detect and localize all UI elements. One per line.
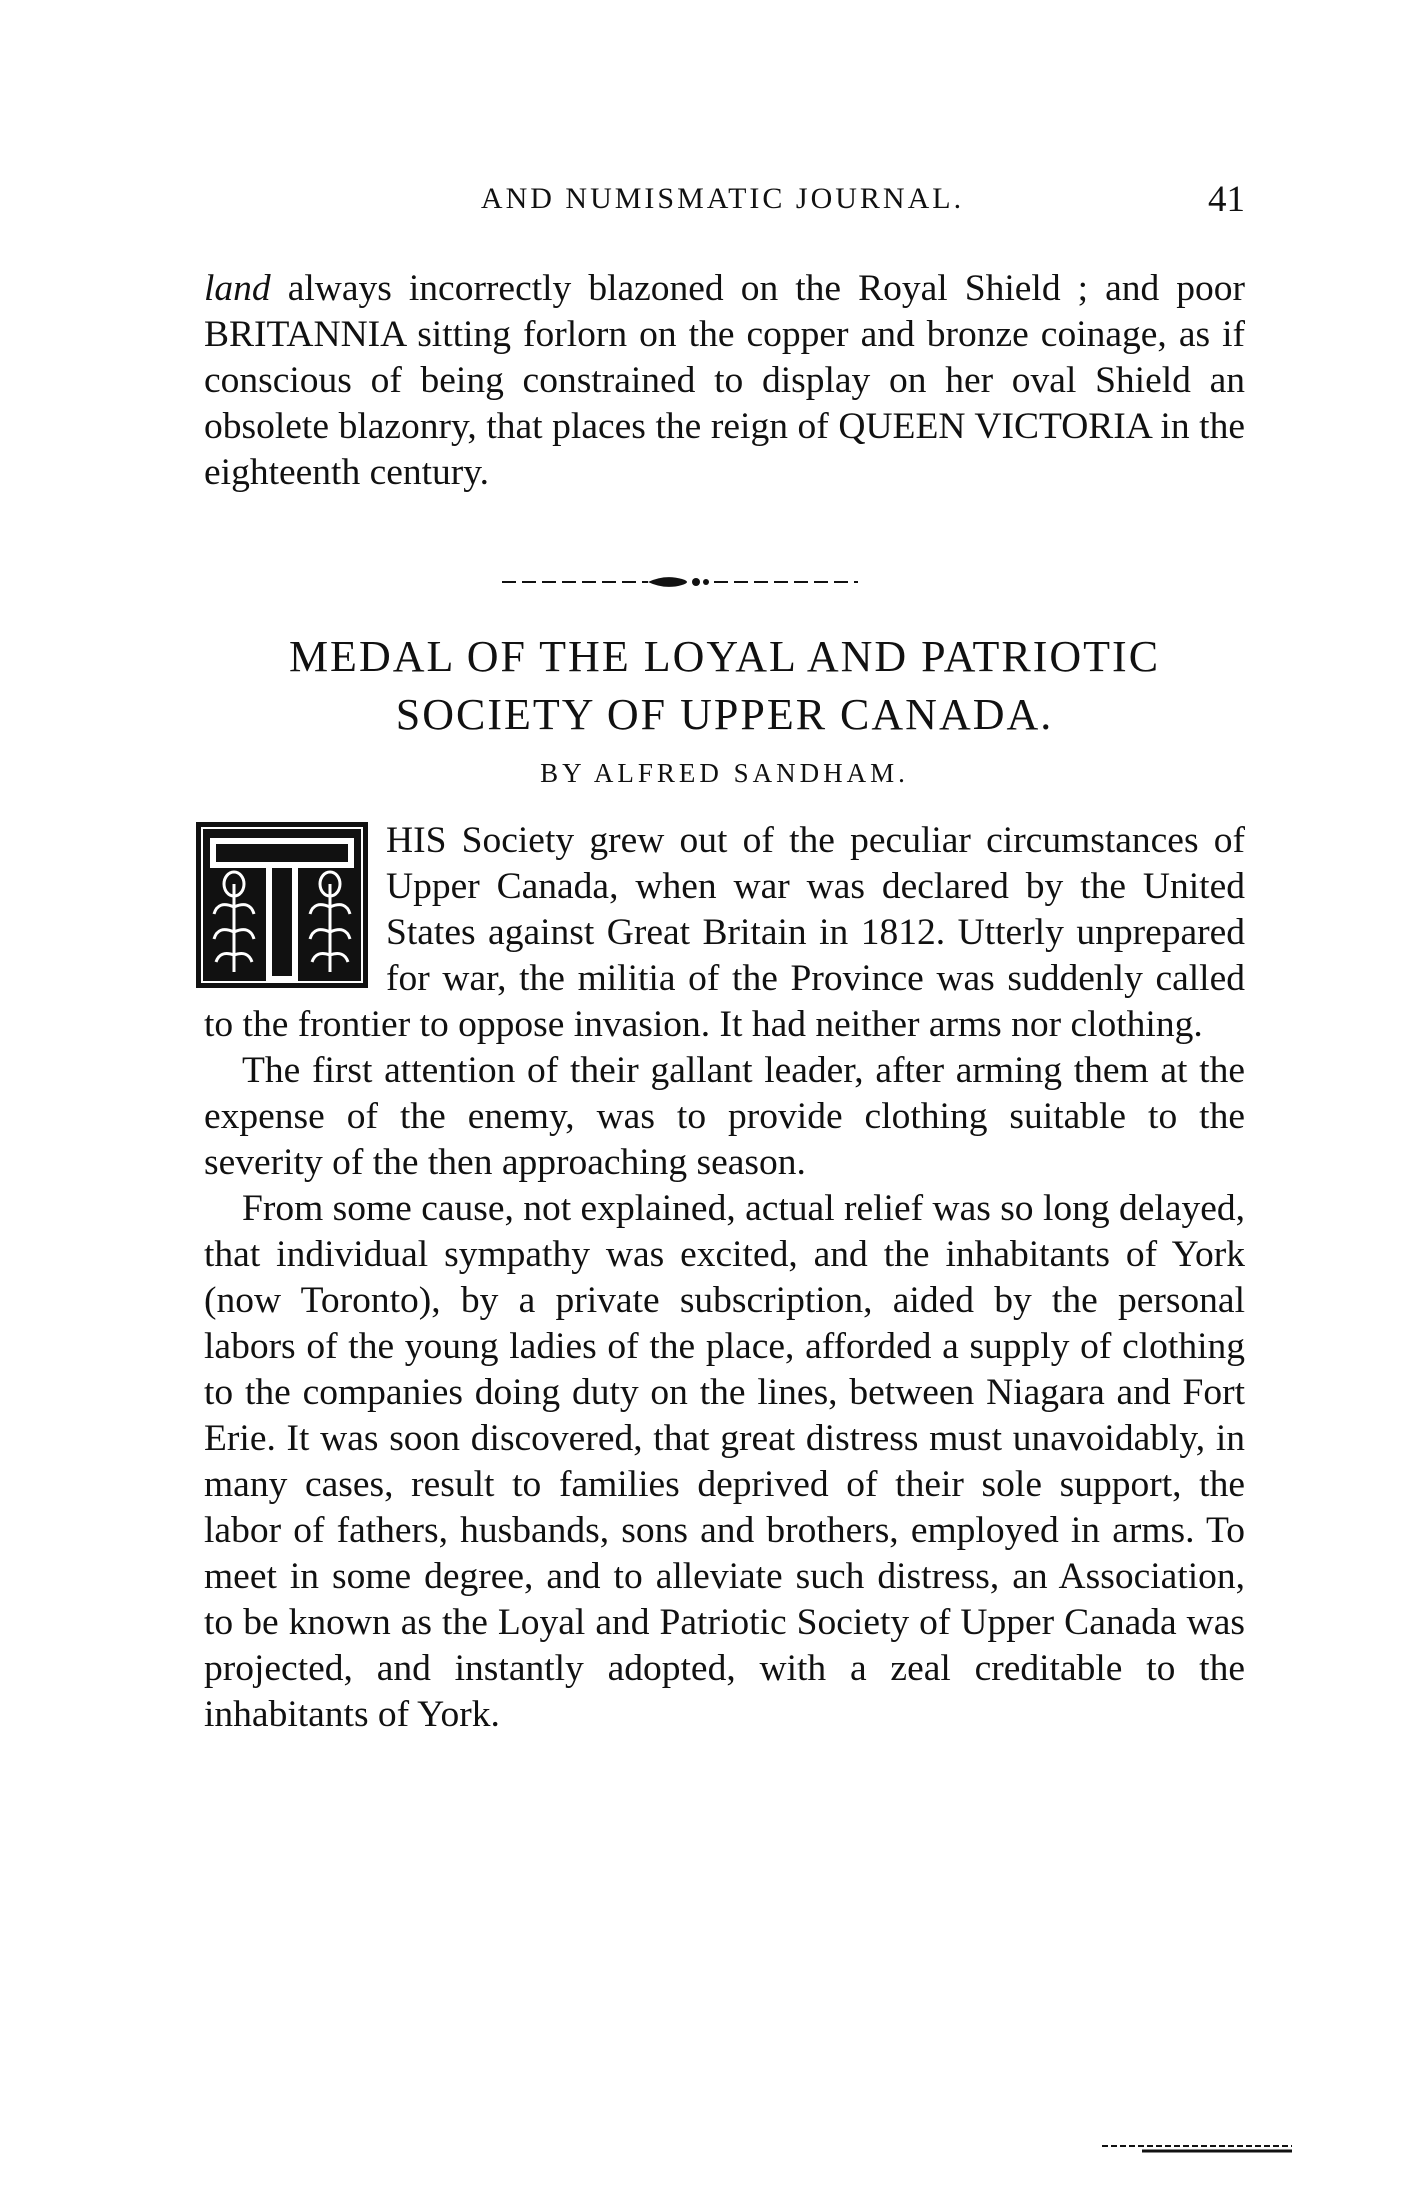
running-title: AND NUMISMATIC JOURNAL.	[480, 182, 965, 215]
page-number: 41	[1208, 179, 1245, 220]
article-paragraph-3: From some cause, not explained, actual relief was so long delayed, that individual sympathy was excited, and the inhabitants of York (now Toronto), by a private subscription, aided by the personal labors of the young ladies of the place, afforded a supply of clothing to the companies doing duty on the lines, between Niagara and Fort Erie. It was soon discovered, that great distress must unavoidably, in many cases, result to families deprived of their sole support, the labor of fathers, husbands, sons and brothers, employed in arms. To meet in some degree, and to alleviate such distress, an Association, to be known as the Loyal and Patriotic Society of Upper Canada was projected, and instantly adopted, with a zeal creditable to the inhabitants of York.	[204, 1188, 1245, 1735]
section-ornament-divider-icon	[500, 572, 860, 592]
continued-paragraph-text	[204, 266, 1245, 496]
continued-paragraph-body: always incorrectly blazoned on the Royal Shield ; and poor BRITANNIA sitting forlorn on the copper and bronze coinage, as if conscious of being constrained to display on her oval Shield an obsolete blazonry, that places the reign of QUEEN VICTORIA in the eighteenth century.	[204, 268, 1245, 493]
author-byline: BY ALFRED SANDHAM.	[540, 758, 909, 788]
running-head	[200, 179, 1245, 242]
article-paragraph-2: The first attention of their gallant leader, after arming them at the expense of the enemy, was to provide clothing suitable to the severity of the then approaching season.	[204, 1050, 1245, 1183]
footer-rule-icon	[1102, 2142, 1292, 2154]
continued-lead-italic: land	[204, 268, 271, 309]
article-body	[204, 818, 1245, 1738]
article-paragraph-1: HIS Society grew out of the peculiar circumstances of Upper Canada, when war was declared by the United States against Great Britain in 1812. Utterly unprepared for war, the militia of the Province was suddenly called to the frontier to oppose invasion. It had neither arms nor clothing.	[204, 820, 1245, 1045]
article-title-line-2: SOCIETY OF UPPER CANADA.	[395, 690, 1054, 739]
article-title	[204, 628, 1245, 744]
drop-cap-space	[204, 818, 386, 1000]
article-title-line-1: MEDAL OF THE LOYAL AND PATRIOTIC	[288, 632, 1161, 681]
continued-paragraph	[204, 266, 1245, 496]
